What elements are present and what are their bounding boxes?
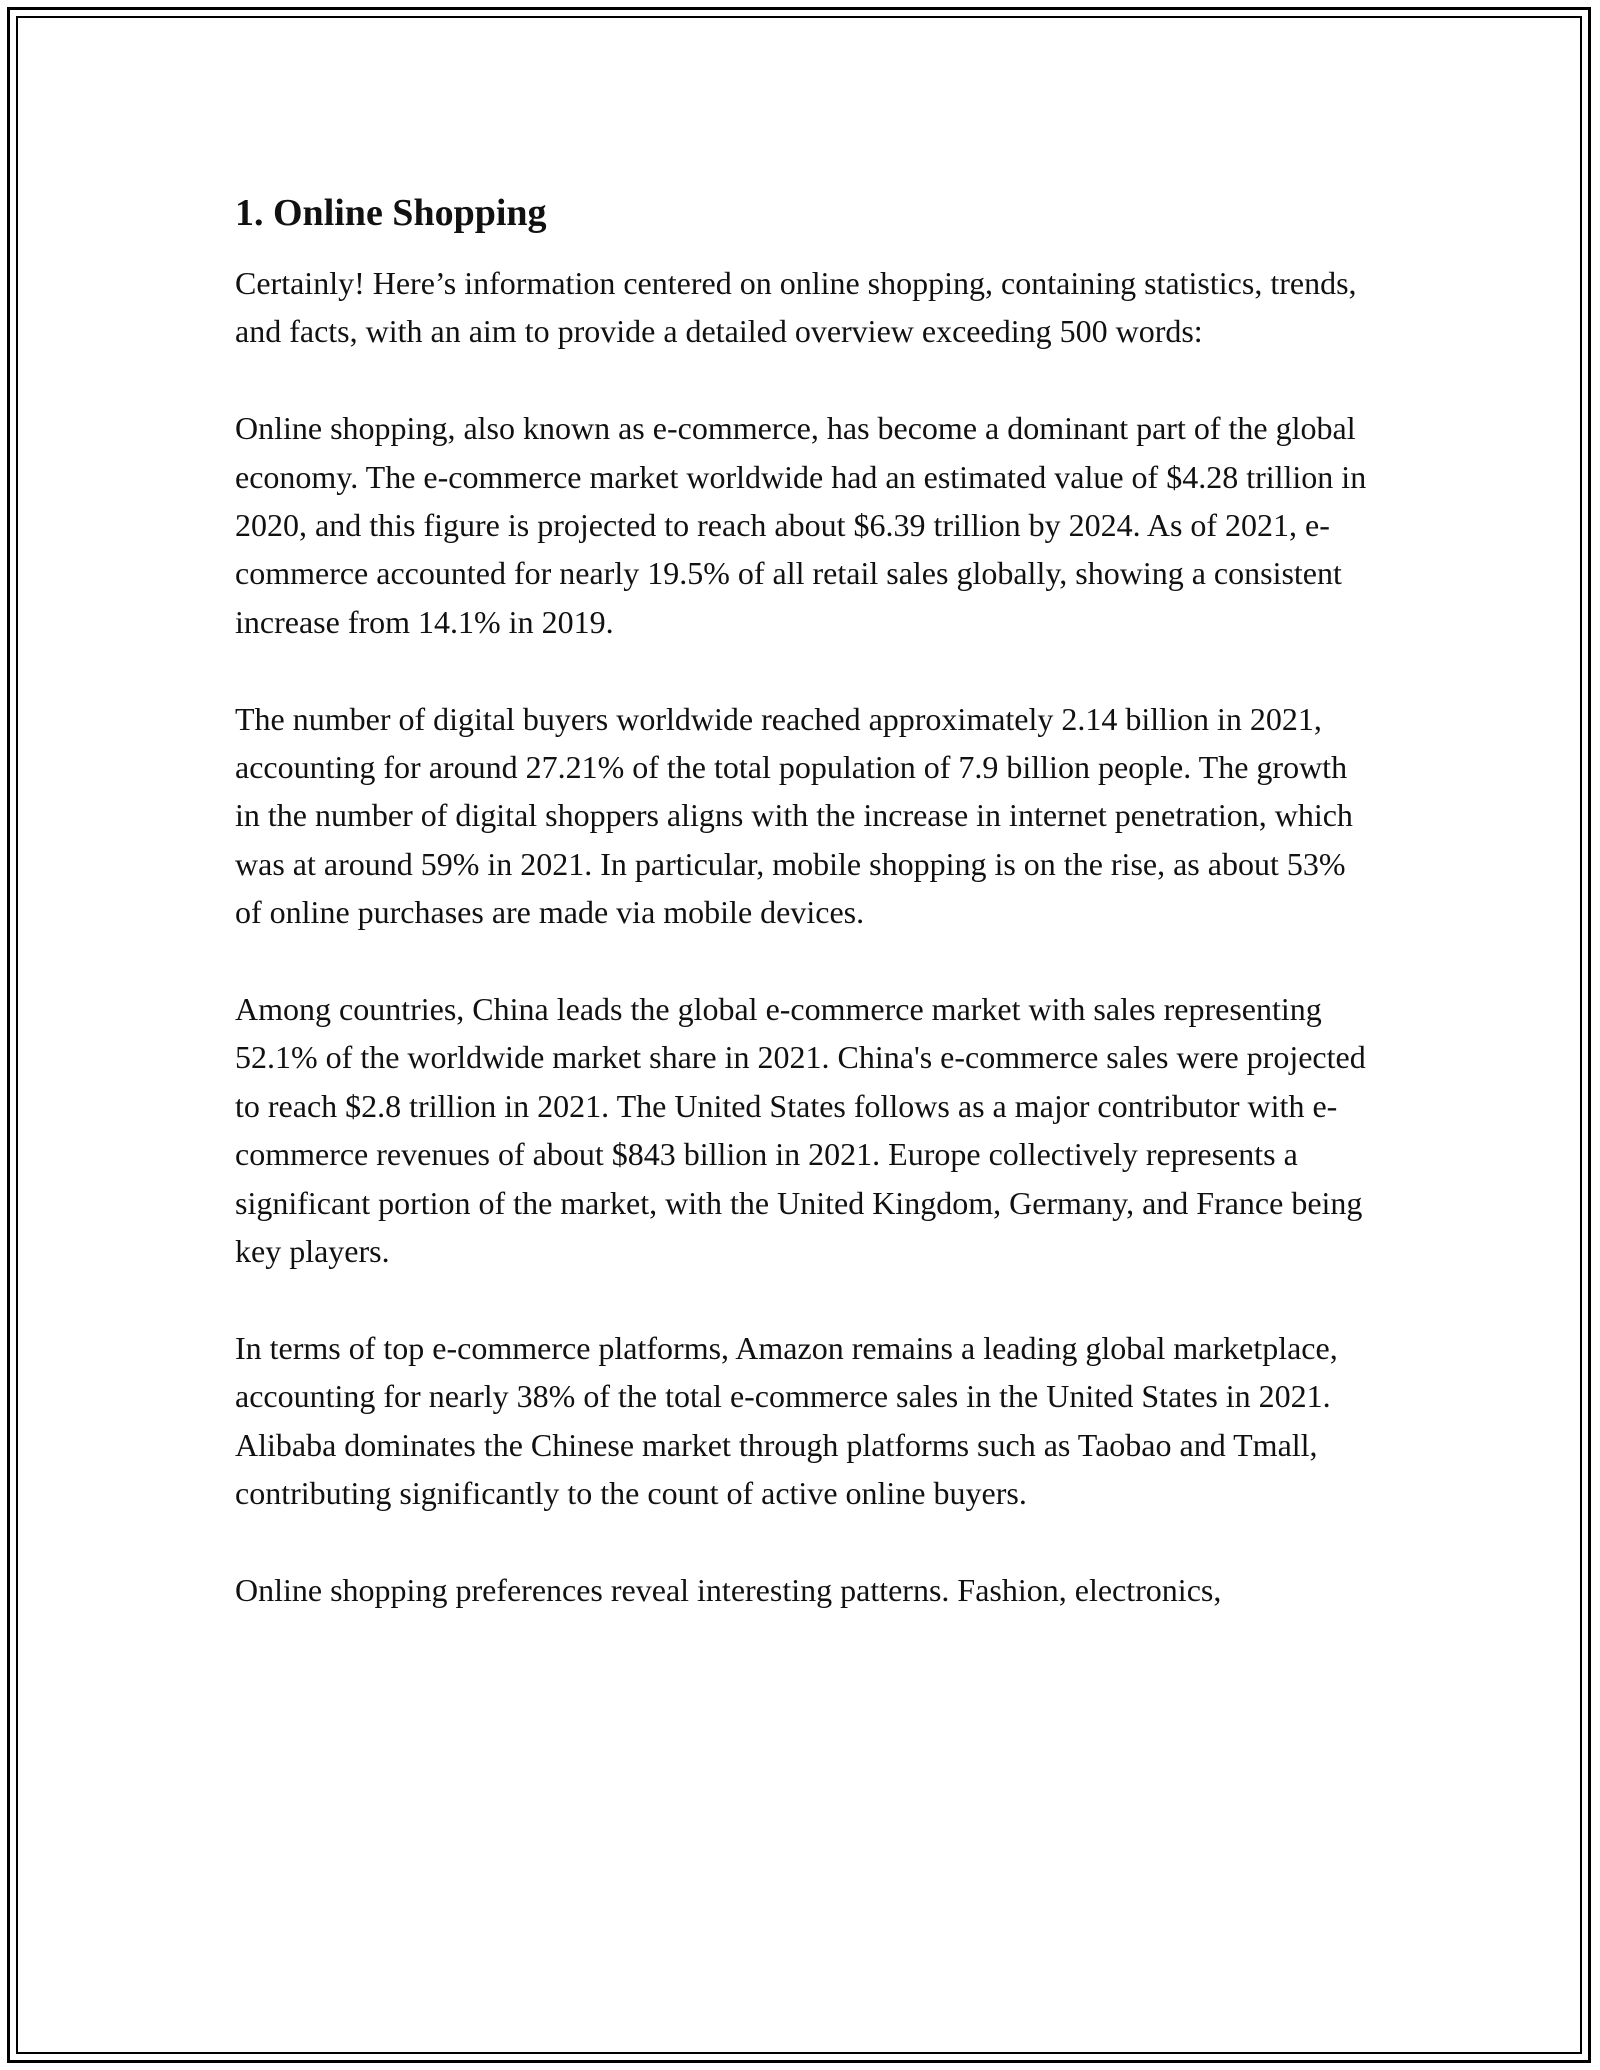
paragraph-preferences: Online shopping preferences reveal interesting patterns. Fashion, electronics, [235,1571,1222,1608]
paragraph-digital-buyers: The number of digital buyers worldwide reached approximately 2.14 billion in 2021, accounting for around 27.21% of the total population of 7.9 billion people. The growth in the number of digital shoppers aligns with the increase in internet penetration, which was at around 59% in 2021. In particular, mobile shopping is on the rise, as about 53% of online purchases are made via mobile devices. [235,700,1353,931]
paragraph-countries: Among countries, China leads the global e-commerce market with sales representing 52.1% of the worldwide market share in 2021. China's e-commerce sales were projected to reach $2.8 trillion in 2021. The United States follows as a major contributor with e-commerce revenues of about $843 billion in 2021. Europe collectively represents a significant portion of the market, with the United Kingdom, Germany, and France being key players. [235,991,1366,1270]
paragraph-market-value: Online shopping, also known as e-commerce, has become a dominant part of the global economy. The e-commerce market worldwide had an estimated value of $4.28 trillion in 2020, and this figure is projected to reach about $6.39 trillion by 2024. As of 2021, e-commerce accounted for nearly 19.5% of all retail sales globally, showing a consistent increase from 14.1% in 2019. [235,410,1367,640]
paragraph-intro: Certainly! Here’s information centered on online shopping, containing statistics, trends, and facts, with an aim to provide a detailed overview exceeding 500 words: [235,265,1357,350]
paragraph-platforms: In terms of top e-commerce platforms, Amazon remains a leading global marketplace, accounting for nearly 38% of the total e-commerce sales in the United States in 2021. Alibaba dominates the Chinese market through platforms such as Taobao and Tmall, contributing significantly to the count of active online buyers. [235,1329,1338,1512]
section-heading: 1. Online Shopping [235,192,547,234]
document-body [235,187,1375,1614]
